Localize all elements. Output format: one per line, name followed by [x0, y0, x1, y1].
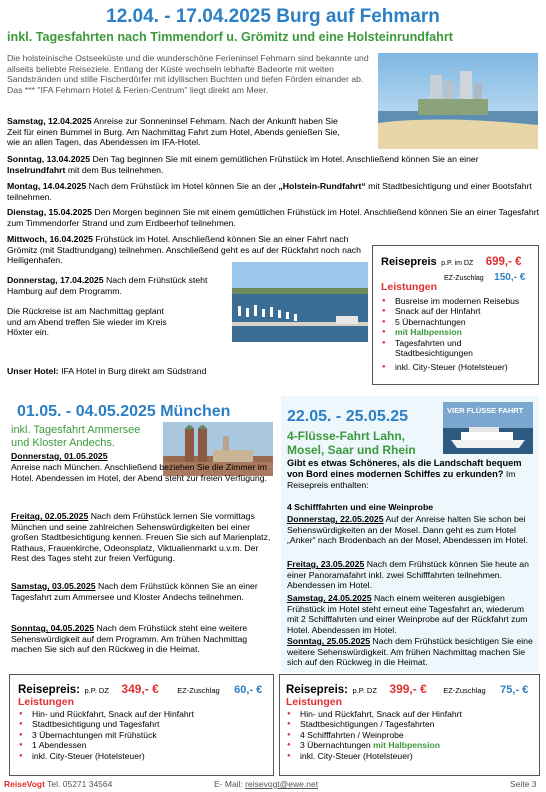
muenchen-day-1-text: Anreise nach München. Anschließend beziehen Sie die Zimmer im Hotel. Abendessen im Hotel, der Abend steht zur freien Verfügung. — [11, 462, 267, 483]
ez-label: EZ-Zuschlag — [443, 686, 486, 695]
price-unit: p.P. im DZ — [441, 260, 474, 267]
fluesse-ship-photo — [443, 402, 533, 454]
day-text: Anreise zur Sonneninsel Fehmarn. Nach der Ankunft haben Sie Zeit für einen Bummel in Burg. Am Nachmittag Fahrt zum Hotel, Abends genießen Sie, wie an allen Tagen, das Abendessen im IFA-Hotel. — [7, 116, 340, 148]
fehmarn-title: 12.04. - 17.04.2025 Burg auf Fehmarn — [106, 6, 440, 27]
fehmarn-hotel — [7, 366, 307, 377]
fehmarn-day-5 — [7, 234, 365, 266]
day-text: Frühstück im Hotel. Anschließend können Sie an einer Fahrt nach Grömitz (mit Stadtrundgang) teilnehmen. Anschließend geht es auf der Rückfahrt noch nach Heiligenhafen. — [7, 234, 361, 266]
day-text: Auf der Anreise halten Sie schon bei Sehenswürdigkeiten an der Mosel. Dann geht es zum Hotel „Anker“ nach Brodenbach an der Mosel, Abendessen im Hotel. — [287, 514, 528, 546]
muenchen-services-list — [16, 709, 271, 761]
fehmarn-price-box — [372, 245, 539, 385]
fluesse-services-list — [284, 709, 539, 761]
ez-label: EZ-Zuschlag — [444, 275, 484, 282]
fehmarn-return-note: Die Rückreise ist am Nachmittag geplant und am Abend treffen Sie wieder im Kreis Höxter ein. — [7, 306, 167, 338]
day-label: Montag, 14.04.2025 — [7, 181, 87, 191]
price-value: 349,- € — [121, 682, 159, 696]
fehmarn-day-3 — [7, 181, 539, 202]
fehmarn-subtitle: inkl. Tagesfahrten nach Timmendorf u. Grömitz und eine Holsteinrundfahrt — [7, 30, 453, 44]
day-label: Samstag, 24.05.2025 — [287, 593, 372, 603]
fluesse-day-2 — [287, 559, 537, 591]
fluesse-day-4 — [287, 636, 537, 668]
service-halbpension: mit Halbpension — [373, 740, 440, 751]
day-label: Freitag, 02.05.2025 — [11, 511, 89, 521]
service-item: ● Hin- und Rückfahrt, Snack auf der Hinfahrt — [284, 709, 539, 719]
fehmarn-beach-photo — [378, 53, 538, 149]
fluesse-day-1 — [287, 514, 537, 546]
fehmarn-services-list — [379, 296, 534, 373]
footer-company: ReiseVogt — [4, 779, 45, 789]
service-item: ● Stadtbesichtigung und Tagesfahrt — [16, 719, 271, 729]
day-text: Nach dem Frühstück besichtigen Sie eine weitere Sehenswürdigkeit. Am frühen Nachmittag machen Sie sich auf den Rückweg in die Heimat. — [287, 636, 533, 668]
day-text: Nach dem Frühstück steht eine weitere Sehenswürdigkeit auf dem Programm. Am frühen Nachmittag machen Sie sich auf den Rückweg in die Heimat. — [11, 623, 248, 655]
muenchen-day-4 — [11, 623, 273, 655]
service-item: ● 3 Übernachtungen mit Frühstück — [16, 730, 271, 740]
fluesse-price-box — [279, 674, 540, 776]
muenchen-section — [7, 393, 275, 673]
fehmarn-harbor-photo — [232, 262, 368, 342]
fluesse-day-3 — [287, 593, 537, 635]
day-highlight: „Holstein-Rundfahrt“ — [278, 181, 366, 191]
day-text: Nach einem weiteren ausgiebigen Frühstück im Hotel steht erneut eine Tagesfahrt an, wiederum mit 2 Schifffahrten und einer Weinprobe auf der Rückfahrt zum Hotel. Abendessen im Hotel. — [287, 593, 528, 635]
fehmarn-day-6 — [7, 275, 225, 296]
ez-row — [444, 267, 525, 285]
price-unit: p.P. DZ — [84, 686, 109, 695]
day-label: Samstag, 03.05.2025 — [11, 581, 96, 591]
day-text: Nach dem Frühstück können Sie heute an einer Panoramafahrt inkl. zwei Schifffahrten teilnehmen. Abendessen im Hotel. — [287, 559, 529, 591]
day-highlight: Inselrundfahrt — [7, 164, 66, 175]
ez-price: 75,- € — [500, 684, 529, 696]
fluesse-section — [281, 396, 539, 672]
footer-page-number: Seite 3 — [510, 779, 537, 789]
service-item: ● 5 Übernachtungen — [379, 317, 534, 327]
footer-email-block — [214, 779, 318, 789]
ez-price: 150,- € — [494, 272, 526, 283]
day-label: Donnerstag, 17.04.2025 — [7, 275, 104, 285]
service-item: ● Snack auf der Hinfahrt — [379, 306, 534, 316]
day-label: Sonntag, 13.04.2025 — [7, 154, 91, 164]
footer-email-link[interactable]: reisevogt@ewe.net — [245, 779, 319, 789]
intro-included: Im Reisepreis enthalten: — [287, 469, 516, 490]
services-label: Leistungen — [381, 281, 438, 293]
price-unit: p.P. DZ — [352, 686, 377, 695]
services-label: Leistungen — [286, 696, 343, 708]
hotel-label: Unser Hotel: — [7, 366, 59, 376]
footer — [0, 778, 546, 792]
footer-phone: Tel. 05271 34564 — [44, 779, 113, 789]
service-item: ● 1 Abendessen — [16, 740, 271, 750]
services-label: Leistungen — [18, 696, 75, 708]
price-value: 399,- € — [389, 682, 427, 696]
service-item: ● Tagesfahrten und Stadtbesichtigungen — [379, 338, 534, 359]
day-label: Donnerstag, 22.05.2025 — [287, 514, 384, 524]
fluesse-included: 4 Schifffahrten und eine Weinprobe — [287, 502, 434, 512]
day-text: Nach dem Frühstück können Sie an einer Tagesfahrt zum Ammersee und Kloster Andechs teilnehmen. — [11, 581, 258, 602]
day-label: Sonntag, 04.05.2025 — [11, 623, 95, 633]
day-label: Dienstag, 15.04.2025 — [7, 207, 92, 217]
price-label: Reisepreis: — [286, 684, 349, 696]
footer-email-label: E- Mail: — [214, 779, 246, 789]
day-text: Den Tag beginnen Sie mit einem gemütlichen Frühstück im Hotel. Anschließend können Sie an einer — [90, 154, 479, 164]
day-text: Nach dem Frühstück lernen Sie vormittags München und seine zahlreichen Sehenswürdigkeiten bei einer großen Stadtbesichtigung kennen. Freuen Sie sich auf Marienplatz, Rathaus, Frauenkirche, Odeonsplatz, Viktualienmarkt u.v.m. Der Rest des Tages steht zur freien Verfügung. — [11, 511, 271, 564]
day-label: Mittwoch, 16.04.2025 — [7, 234, 93, 244]
hotel-text: IFA Hotel in Burg direkt am Südstrand — [58, 366, 207, 376]
service-item: ● Hin- und Rückfahrt, Snack auf der Hinfahrt — [16, 709, 271, 719]
service-item: ● Stadtbesichtigungen / Tagesfahrten — [284, 719, 539, 729]
muenchen-day-1 — [11, 451, 161, 462]
day-text-2: mit dem Bus teilnehmen. — [65, 164, 164, 175]
service-item: ● inkl. City-Steuer (Hotelsteuer) — [284, 751, 539, 761]
day-label: Freitag, 23.05.2025 — [287, 559, 365, 569]
fluesse-subtitle: 4-Flüsse-Fahrt Lahn, Mosel, Saar und Rhein — [287, 429, 416, 457]
day-label: Sonntag, 25.05.2025 — [287, 636, 371, 646]
fluesse-intro — [287, 458, 537, 491]
service-item — [284, 740, 539, 750]
day-label: Samstag, 12.04.2025 — [7, 116, 92, 126]
ship-photo-caption: VIER FLÜSSE FAHRT — [447, 406, 524, 415]
price-value: 699,- € — [485, 256, 522, 268]
fehmarn-day-1 — [7, 116, 347, 148]
fehmarn-day-2 — [7, 154, 539, 175]
muenchen-subtitle: inkl. Tagesfahrt Ammersee und Kloster Andechs. — [11, 424, 141, 449]
ez-label: EZ-Zuschlag — [177, 686, 220, 695]
price-label: Reisepreis: — [18, 684, 81, 696]
day-text: Nach dem Frühstück im Hotel können Sie an der — [86, 181, 279, 191]
day-text: Den Morgen beginnen Sie mit einem gemütlichen Frühstück im Hotel. Anschließend können Sie an einer Tagesfahrt zum Timmendorfer Strand und zum Erdbeerhof teilnehmen. — [7, 207, 540, 228]
intro-question: Gibt es etwas Schöneres, als die Landschaft bequem von Bord eines modernen Schiffes zu erkunden? — [287, 458, 522, 479]
muenchen-day-2 — [11, 511, 273, 564]
service-item-halbpension: ● mit Halbpension — [379, 327, 534, 337]
price-label: Reisepreis — [381, 256, 437, 268]
service-item: ● Busreise im modernen Reisebus — [379, 296, 534, 306]
day-text-2: mit Stadtbesichtigung und einer Bootsfahrt teilnehmen. — [7, 181, 532, 202]
ez-price: 60,- € — [234, 684, 263, 696]
footer-contact — [4, 779, 112, 789]
service-text: 3 Übernachtungen — [300, 740, 374, 751]
day-label: Donnerstag, 01.05.2025 — [11, 451, 108, 461]
muenchen-day-3 — [11, 581, 273, 602]
day-text: Nach dem Frühstück steht Hamburg auf dem Programm. — [7, 275, 208, 296]
muenchen-title: 01.05. - 04.05.2025 München — [17, 403, 231, 420]
fehmarn-intro: Die holsteinische Ostseeküste und die wunderschöne Ferieninsel Fehmarn sind bekannte und allseits beliebte Reiseziele. Entlang der Küste wechseln lebhafte Badeorte mit weiten Sandstränden und stille Fischerdörfer mit idyllischen Buchten und tiefen Förden einander ab. Das *** "IFA Fehmarn Hotel & Ferien-Centrum" liegt direkt am Meer. — [7, 53, 369, 95]
fluesse-title: 22.05. - 25.05.25 — [287, 408, 408, 425]
fehmarn-day-4 — [7, 207, 539, 228]
muenchen-price-box — [9, 674, 274, 776]
service-item: ● 4 Schifffahrten / Weinprobe — [284, 730, 539, 740]
service-item: ● inkl. City-Steuer (Hotelsteuer) — [16, 751, 271, 761]
service-item: ● inkl. City-Steuer (Hotelsteuer) — [379, 362, 534, 372]
